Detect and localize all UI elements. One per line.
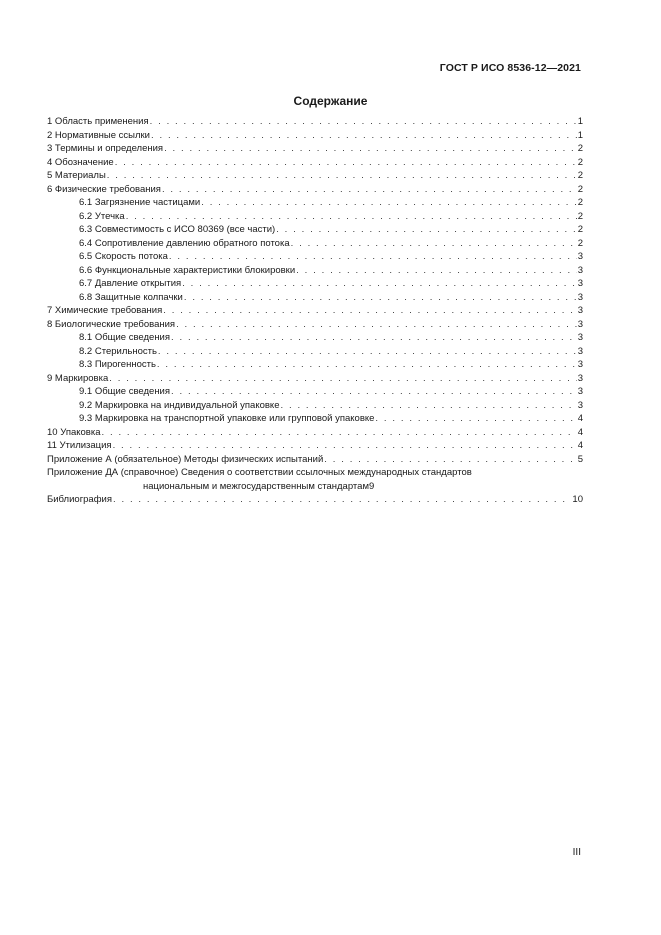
toc-leader-dots <box>107 169 577 183</box>
toc-entries <box>47 115 583 466</box>
toc-leader-dots <box>291 237 577 251</box>
toc-entry-label: 9.3 Маркировка на транспортной упаковке или групповой упаковке <box>79 413 375 424</box>
toc-entry-label: Приложение ДА (справочное) Сведения о соответствии ссылочных международных стандартов <box>47 467 472 478</box>
toc-entry-label: Приложение А (обязательное) Методы физических испытаний <box>47 453 324 465</box>
toc-entry-page: 4 <box>577 426 583 438</box>
toc-leader-dots <box>182 277 577 291</box>
toc-entry-page: 3 <box>577 386 583 397</box>
toc-entry[interactable] <box>47 237 583 251</box>
toc-entry-label: 6 Физические требования <box>47 183 161 195</box>
toc-entry[interactable] <box>47 129 583 143</box>
toc-entry-label: 11 Утилизация <box>47 440 112 451</box>
toc-entry[interactable] <box>47 169 583 183</box>
toc-entry-page: 2 <box>577 156 583 168</box>
toc-entry-page: 5 <box>577 453 583 465</box>
toc-entry-label: 9 Маркировка <box>47 372 109 384</box>
toc-entry-page: 2 <box>577 197 583 208</box>
toc-entry-label: 9.2 Маркировка на индивидуальной упаковке <box>79 399 280 411</box>
toc-entry-label: 9.1 Общие сведения <box>79 386 171 397</box>
toc-entry[interactable] <box>47 426 583 440</box>
toc-leader-dots <box>113 493 571 507</box>
toc-entry[interactable] <box>47 304 583 318</box>
toc-entry[interactable] <box>47 156 583 170</box>
toc-entry-page: 3 <box>577 305 583 316</box>
toc-entry-page: 3 <box>577 345 583 357</box>
toc-entry[interactable] <box>47 142 583 156</box>
toc-entry[interactable] <box>47 183 583 197</box>
toc-leader-dots <box>115 156 577 170</box>
toc-leader-dots <box>176 318 577 332</box>
toc-entry-annex-da[interactable] <box>47 466 583 493</box>
toc-entry-page: 2 <box>577 170 583 181</box>
toc-entry-page: 2 <box>577 237 583 249</box>
toc-entry-label: 5 Материалы <box>47 170 106 181</box>
toc-leader-dots <box>375 412 576 426</box>
toc-entry[interactable] <box>47 210 583 224</box>
toc-entry[interactable] <box>47 372 583 386</box>
toc-entry-page: 3 <box>577 291 583 303</box>
toc-entry-page: 4 <box>577 440 583 451</box>
toc-entry-label: 8 Биологические требования <box>47 318 176 330</box>
toc-entry-page: 1 <box>577 116 583 127</box>
toc-leader-dots <box>296 264 577 278</box>
toc-entry-label: 6.6 Функциональные характеристики блокировки <box>79 264 296 276</box>
toc-entry[interactable] <box>47 318 583 332</box>
toc-entry-page: 2 <box>577 143 583 154</box>
toc-entry-label: 10 Упаковка <box>47 426 101 438</box>
toc-entry-page: 4 <box>577 413 583 424</box>
toc-entry[interactable] <box>47 453 583 467</box>
toc-entry-page: 3 <box>577 332 583 343</box>
toc-leader-dots <box>171 385 577 399</box>
toc-leader-dots <box>157 358 577 372</box>
toc-leader-dots <box>109 372 576 386</box>
toc-entry-label: 6.8 Защитные колпачки <box>79 291 183 303</box>
toc-entry-page: 2 <box>577 183 583 195</box>
toc-entry-label: Библиография <box>47 494 112 505</box>
toc-leader-dots <box>280 399 576 413</box>
toc-leader-dots <box>113 439 577 453</box>
toc-entry[interactable] <box>47 264 583 278</box>
toc-entry[interactable] <box>47 345 583 359</box>
toc-entry-label: 6.5 Скорость потока <box>79 251 168 262</box>
toc-entry-page: 3 <box>577 372 583 384</box>
toc-entry-page: 1 <box>577 129 583 141</box>
toc-entry-page: 3 <box>577 278 583 289</box>
toc-entry-label: 6.2 Утечка <box>79 210 125 222</box>
toc-entry-label: 8.2 Стерильность <box>79 345 157 357</box>
toc-entry-label: 8.3 Пирогенность <box>79 359 156 370</box>
toc-leader-dots <box>101 426 576 440</box>
table-of-contents <box>47 115 583 507</box>
toc-leader-dots <box>151 129 577 143</box>
toc-entry-page: 10 <box>572 494 583 505</box>
toc-leader-dots <box>164 142 577 156</box>
toc-title: Содержание <box>293 94 368 108</box>
document-header: ГОСТ Р ИСО 8536-12—2021 <box>439 62 581 74</box>
toc-entry-page: 2 <box>577 210 583 222</box>
toc-leader-dots <box>158 345 577 359</box>
toc-entry-label: 8.1 Общие сведения <box>79 332 171 343</box>
toc-entry[interactable] <box>47 223 583 237</box>
toc-entry[interactable] <box>47 277 583 291</box>
toc-entry-page: 3 <box>577 318 583 330</box>
toc-leader-dots <box>162 183 577 197</box>
toc-entry-bibliography[interactable] <box>47 493 583 507</box>
toc-entry[interactable] <box>47 250 583 264</box>
toc-entry[interactable] <box>47 412 583 426</box>
toc-entry-label: 3 Термины и определения <box>47 143 164 154</box>
toc-entry[interactable] <box>47 439 583 453</box>
toc-leader-dots <box>276 223 577 237</box>
toc-entry-label: 6.1 Загрязнение частицами <box>79 197 201 208</box>
toc-entry-page: 2 <box>577 224 583 235</box>
toc-entry-page: 9 <box>368 480 375 492</box>
toc-entry-page: 3 <box>577 359 583 370</box>
toc-leader-dots <box>171 331 577 345</box>
toc-entry-label: 7 Химические требования <box>47 305 163 316</box>
toc-entry-label: 2 Нормативные ссылки <box>47 129 150 141</box>
toc-leader-dots <box>163 304 576 318</box>
toc-entry[interactable] <box>47 196 583 210</box>
toc-leader-dots <box>184 291 577 305</box>
toc-leader-dots <box>150 115 577 129</box>
toc-entry[interactable] <box>47 399 583 413</box>
toc-entry-label: 4 Обозначение <box>47 156 114 168</box>
toc-entry[interactable] <box>47 385 583 399</box>
toc-leader-dots <box>201 196 576 210</box>
toc-leader-dots <box>169 250 577 264</box>
toc-entry-label: 1 Область применения <box>47 116 149 127</box>
toc-entry-label: 6.3 Совместимость с ИСО 80369 (все части) <box>79 224 276 235</box>
toc-entry-label-continued: национальным и межгосударственным стандартам <box>143 480 369 492</box>
toc-entry[interactable] <box>47 331 583 345</box>
toc-entry-label: 6.4 Сопротивление давлению обратного потока <box>79 237 290 249</box>
toc-entry-page: 3 <box>577 399 583 411</box>
toc-leader-dots <box>126 210 577 224</box>
toc-entry[interactable] <box>47 358 583 372</box>
toc-entry-label: 6.7 Давление открытия <box>79 278 182 289</box>
toc-leader-dots <box>324 453 576 467</box>
page-number: III <box>572 847 581 858</box>
toc-entry-page: 3 <box>577 251 583 262</box>
toc-entry[interactable] <box>47 291 583 305</box>
toc-entry[interactable] <box>47 115 583 129</box>
toc-entry-page: 3 <box>577 264 583 276</box>
